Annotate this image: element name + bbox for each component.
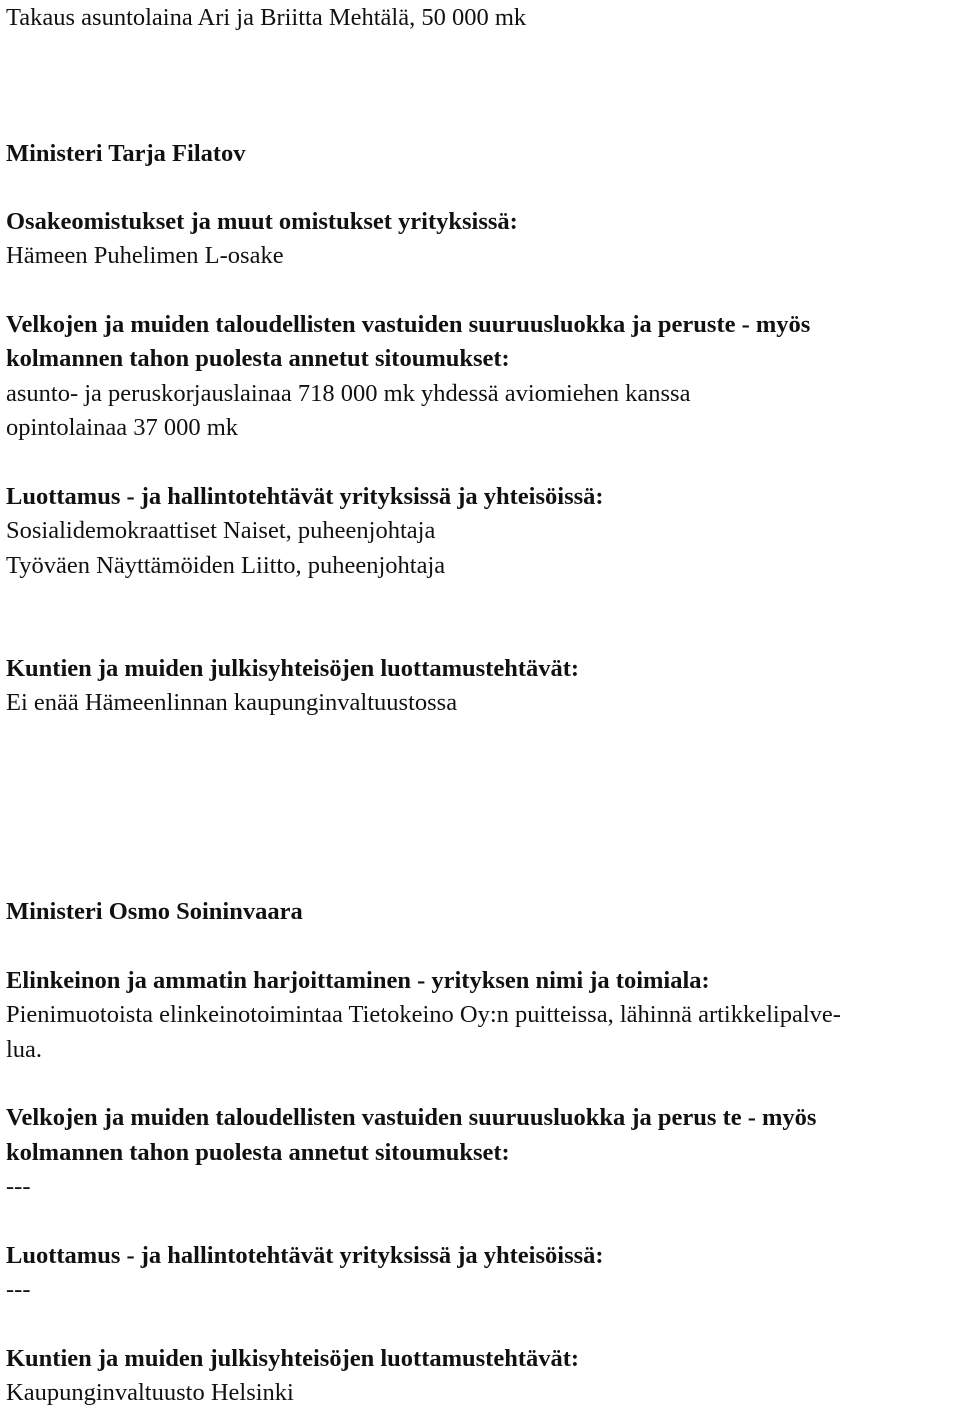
trust-heading: Luottamus - ja hallintotehtävät yrityksissä ja yhteisöissä: bbox=[6, 483, 604, 510]
business-item: Pienimuotoista elinkeinotoimintaa Tietokeino Oy:n puitteissa, lähinnä artikkelipalve- bbox=[6, 1001, 841, 1028]
trust-heading: Luottamus - ja hallintotehtävät yrityksissä ja yhteisöissä: bbox=[6, 1242, 604, 1269]
trust-item: --- bbox=[6, 1276, 31, 1303]
minister-name: Ministeri Osmo Soininvaara bbox=[6, 898, 303, 925]
ownership-item: Hämeen Puhelimen L-osake bbox=[6, 242, 284, 269]
ownership-heading: Osakeomistukset ja muut omistukset yrityksissä: bbox=[6, 208, 518, 235]
business-item: lua. bbox=[6, 1036, 43, 1063]
trust-item: Työväen Näyttämöiden Liitto, puheenjohtaja bbox=[6, 552, 446, 579]
municipal-item: Ei enää Hämeenlinnan kaupunginvaltuustossa bbox=[6, 689, 458, 716]
debts-heading-line: kolmannen tahon puolesta annetut sitoumukset: bbox=[6, 1139, 510, 1166]
municipal-item: Kaupunginvaltuusto Helsinki bbox=[6, 1379, 294, 1406]
municipal-heading: Kuntien ja muiden julkisyhteisöjen luottamustehtävät: bbox=[6, 655, 580, 682]
debts-heading-line: kolmannen tahon puolesta annetut sitoumukset: bbox=[6, 345, 510, 372]
debts-heading-line: Velkojen ja muiden taloudellisten vastuiden suuruusluokka ja perus te - myös bbox=[6, 1104, 817, 1131]
debts-item: opintolainaa 37 000 mk bbox=[6, 414, 239, 441]
debts-heading-line: Velkojen ja muiden taloudellisten vastuiden suuruusluokka ja peruste - myös bbox=[6, 311, 811, 338]
debts-item: --- bbox=[6, 1173, 31, 1200]
business-heading: Elinkeinon ja ammatin harjoittaminen - yrityksen nimi ja toimiala: bbox=[6, 967, 710, 994]
municipal-heading: Kuntien ja muiden julkisyhteisöjen luottamustehtävät: bbox=[6, 1345, 580, 1372]
guarantee-line: Takaus asuntolaina Ari ja Briitta Mehtälä, 50 000 mk bbox=[6, 4, 527, 31]
debts-item: asunto- ja peruskorjauslainaa 718 000 mk yhdessä aviomiehen kanssa bbox=[6, 380, 691, 407]
minister-name: Ministeri Tarja Filatov bbox=[6, 140, 246, 167]
trust-item: Sosialidemokraattiset Naiset, puheenjohtaja bbox=[6, 517, 436, 544]
